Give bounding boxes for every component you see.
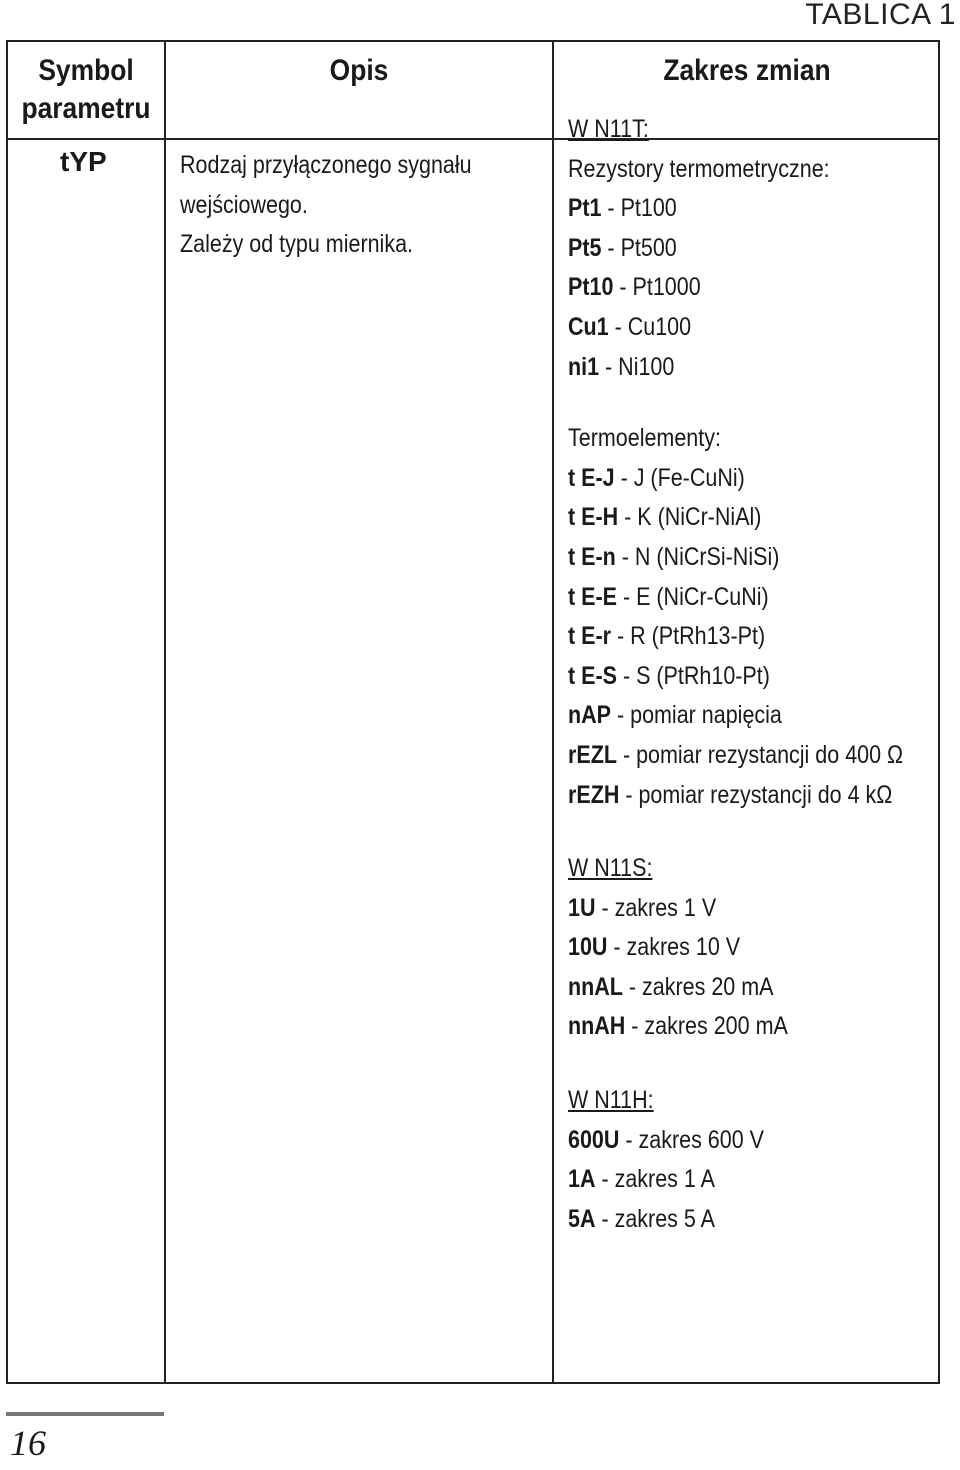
- table-title: TABLICA 1: [805, 0, 956, 31]
- list-item: t E-E - E (NiCr-CuNi): [568, 582, 769, 611]
- list-item: Pt5 - Pt500: [568, 233, 677, 262]
- list-item: Pt10 - Pt1000: [568, 273, 701, 302]
- page-number: 16: [10, 1423, 46, 1463]
- range-list: [568, 110, 960, 1239]
- list-item: t E-n - N (NiCrSi-NiSi): [568, 542, 780, 571]
- termo-title: Termoelementy:: [568, 424, 721, 453]
- list-item: rEZH - pomiar rezystancji do 4 kΩ: [568, 780, 893, 809]
- parameter-description: Rodzaj przyłączonego sygnału wejściowego. Zależy od typu miernika.: [180, 151, 472, 258]
- list-item: Cu1 - Cu100: [568, 312, 692, 341]
- list-item: nnAH - zakres 200 mA: [568, 1012, 788, 1041]
- n11s-title: W N11S:: [568, 854, 653, 883]
- footer-rule: [6, 1412, 164, 1416]
- list-item: 600U - zakres 600 V: [568, 1125, 764, 1154]
- column-divider: [164, 42, 166, 1382]
- list-item: 1U - zakres 1 V: [568, 893, 717, 922]
- list-item: ni1 - Ni100: [568, 352, 675, 381]
- list-item: 1A - zakres 1 A: [568, 1165, 715, 1194]
- list-item: t E-J - J (Fe-CuNi): [568, 463, 745, 492]
- list-item: nAP - pomiar napięcia: [568, 701, 782, 730]
- parameter-symbol: tYP: [60, 146, 107, 177]
- list-item: t E-H - K (NiCr-NiAl): [568, 503, 762, 532]
- header-opis: Opis: [329, 54, 389, 87]
- n11h-title: W N11H:: [568, 1086, 654, 1115]
- list-item: Pt1 - Pt100: [568, 194, 677, 223]
- header-symbol: Symbol parametru: [21, 54, 151, 125]
- list-item: t E-S - S (PtRh10-Pt): [568, 661, 770, 690]
- list-item: nnAL - zakres 20 mA: [568, 972, 774, 1001]
- rezystory-title: Rezystory termometryczne:: [568, 154, 830, 183]
- list-item: 10U - zakres 10 V: [568, 933, 741, 962]
- list-item: t E-r - R (PtRh13-Pt): [568, 622, 766, 651]
- n11t-title: W N11T:: [568, 115, 649, 143]
- column-divider: [552, 42, 554, 1382]
- list-item: 5A - zakres 5 A: [568, 1204, 715, 1233]
- list-item: rEZL - pomiar rezystancji do 400 Ω: [568, 740, 904, 769]
- header-zakres: Zakres zmian: [663, 54, 831, 87]
